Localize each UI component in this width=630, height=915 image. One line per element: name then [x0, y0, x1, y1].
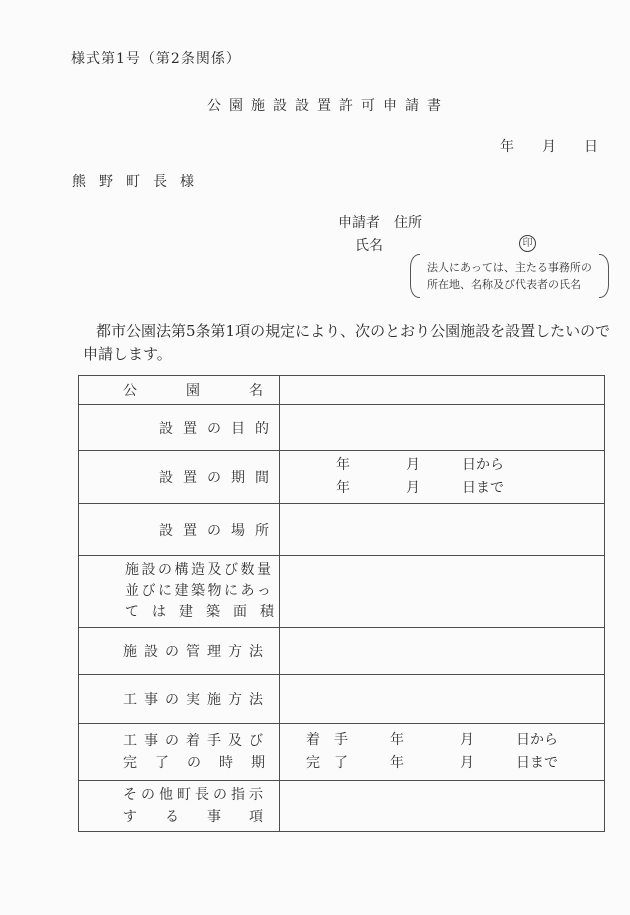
- table-row-other-instructions: [79, 781, 604, 831]
- row-label-line1: その他町長の指示: [123, 787, 267, 803]
- table-row-structure: [79, 556, 604, 628]
- schedule-start-line: 着 手 年 月 日から: [306, 732, 558, 748]
- applicant-address-label: 申請者 住所: [338, 215, 422, 231]
- row-label-text: 公園名: [123, 383, 312, 399]
- applicant-name-label: 氏名: [355, 238, 383, 254]
- application-table: [78, 375, 605, 832]
- row-label-line2: する事項: [123, 809, 291, 825]
- form-code: 様式第1号（第2条関係）: [71, 51, 241, 67]
- row-label-text: 設置の目的: [159, 420, 279, 437]
- table-row-park-name: [79, 376, 604, 405]
- row-value-management: [280, 628, 604, 674]
- row-value-structure: [280, 556, 604, 627]
- row-label-management: [79, 628, 280, 674]
- row-label-period: [79, 451, 280, 503]
- row-label-line1: 工事の着手及び: [123, 733, 270, 749]
- row-label-construction-method: [79, 675, 280, 723]
- intro-line1: 都市公園法第5条第1項の規定により、次のとおり公園施設を設置したいので: [96, 322, 611, 340]
- row-value-purpose: [280, 405, 604, 450]
- table-row-purpose: [79, 405, 604, 451]
- corporate-note-line1: 法人にあっては、主たる事務所の: [427, 261, 592, 274]
- row-value-period: [280, 451, 604, 503]
- date-blank-line: 年 月 日: [500, 139, 598, 155]
- row-value-construction-method: [280, 675, 604, 723]
- row-label-other-instructions: [79, 781, 291, 831]
- corporate-note: [410, 254, 609, 298]
- corporate-note-line2: 所在地、名称及び代表者の氏名: [427, 278, 581, 291]
- seal-mark-icon: 印: [519, 235, 536, 252]
- row-label-purpose: [79, 405, 280, 450]
- row-label-text: 設置の場所: [159, 522, 279, 539]
- row-label-construction-schedule: [79, 724, 283, 780]
- open-paren-icon: [410, 254, 420, 298]
- period-from-line: 年 月 日から: [336, 457, 504, 473]
- row-label-text: 工事の実施方法: [123, 692, 270, 708]
- row-label-line1: 施設の構造及び数量: [125, 562, 274, 578]
- intro-paragraph: [83, 320, 610, 366]
- row-label-structure: [79, 556, 287, 627]
- table-row-location: [79, 504, 604, 556]
- row-label-line2: 並びに建築物にあっ: [125, 583, 274, 599]
- table-row-construction-method: [79, 675, 604, 724]
- row-value-location: [280, 504, 604, 555]
- row-value-other-instructions: [280, 781, 604, 831]
- row-label-text: 施設の管理方法: [123, 644, 270, 660]
- close-paren-icon: [599, 254, 609, 298]
- row-label-line3: ては建築面積: [125, 604, 287, 620]
- row-label-location: [79, 504, 280, 555]
- period-to-line: 年 月 日まで: [336, 480, 504, 496]
- page-title: 公園施設設置許可申請書: [207, 98, 449, 114]
- row-label-line2: 完了の時期: [123, 755, 283, 771]
- corporate-note-text: [420, 259, 599, 293]
- table-row-period: [79, 451, 604, 504]
- row-value-construction-schedule: [280, 724, 604, 780]
- table-row-management: [79, 628, 604, 675]
- table-row-construction-schedule: [79, 724, 604, 781]
- row-value-park-name: [280, 376, 604, 404]
- intro-line2: 申請します。: [83, 345, 172, 363]
- row-label-text: 設置の期間: [159, 470, 279, 486]
- row-label-park-name: [79, 376, 312, 404]
- schedule-end-line: 完 了 年 月 日まで: [306, 755, 558, 771]
- addressee-mayor: 熊野町長様: [72, 174, 207, 190]
